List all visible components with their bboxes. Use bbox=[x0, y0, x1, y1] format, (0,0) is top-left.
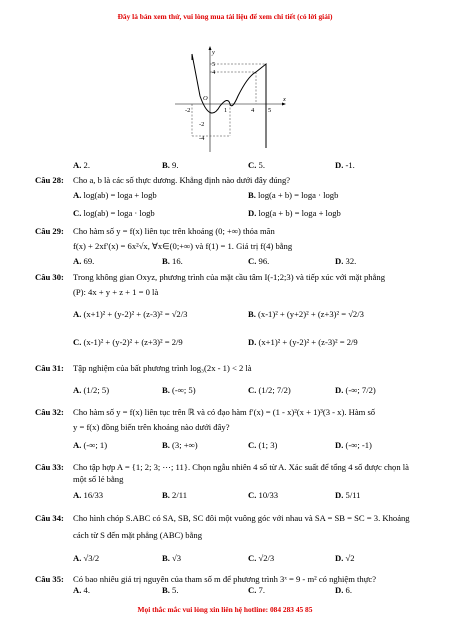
q27-choice-d[interactable]: D. -1. bbox=[335, 160, 355, 170]
footer-banner: Mọi thắc mắc vui lòng xin liên hệ hotline: 084 283 45 85 bbox=[137, 605, 313, 614]
q34-choice-c[interactable]: C. √2/3 bbox=[248, 553, 275, 563]
y-label-neg2: -2 bbox=[199, 121, 205, 128]
q31-choice-b[interactable]: B. (-∞; 5) bbox=[162, 385, 196, 395]
origin-label: O bbox=[203, 95, 208, 102]
q34-line2: cách từ S đến mặt phẳng (ABC) bằng bbox=[73, 530, 202, 540]
q28-choice-d[interactable]: D. log(a + b) = loga + logb bbox=[248, 208, 341, 218]
q30-choice-d[interactable]: D. (x+1)² + (y-2)² + (z-3)² = 2/9 bbox=[248, 337, 358, 347]
q29-choice-b[interactable]: B. 16. bbox=[162, 256, 183, 266]
q29-choice-a[interactable]: A. 69. bbox=[73, 256, 95, 266]
y-label-5: 5 bbox=[212, 61, 216, 68]
q28-number: Câu 28: bbox=[35, 175, 64, 185]
q32-line2: y = f(x) đồng biến trên khoảng nào dưới đây? bbox=[73, 422, 230, 432]
q35-choice-a[interactable]: A. 4. bbox=[73, 585, 90, 595]
q33-line2: một số lẻ bằng bbox=[73, 474, 124, 484]
q29-line1: Cho hàm số y = f(x) liên tục trên khoảng (0; +∞) thỏa mãn bbox=[73, 226, 275, 236]
q32-number: Câu 32: bbox=[35, 407, 64, 417]
y-label-neg4: -4 bbox=[199, 135, 205, 142]
x-axis-label: x bbox=[283, 96, 286, 103]
q29-number: Câu 29: bbox=[35, 226, 64, 236]
q32-choice-a[interactable]: A. (-∞; 1) bbox=[73, 440, 108, 450]
q28-text: Cho a, b là các số thực dương. Khẳng định nào dưới đây đúng? bbox=[73, 175, 291, 185]
q33-choice-a[interactable]: A. 16/33 bbox=[73, 490, 104, 500]
y-label-4: 4 bbox=[212, 69, 216, 76]
q35-choice-c[interactable]: C. 7. bbox=[248, 585, 265, 595]
q34-choice-d[interactable]: D. √2 bbox=[335, 553, 355, 563]
q33-choice-b[interactable]: B. 2/11 bbox=[162, 490, 187, 500]
q35-choice-d[interactable]: D. 6. bbox=[335, 585, 352, 595]
q32-line1: Cho hàm số y = f(x) liên tục trên ℝ và có đạo hàm f′(x) = (1 - x)²(x + 1)³(3 - x). Hàm số bbox=[73, 407, 376, 417]
q32-choice-b[interactable]: B. (3; +∞) bbox=[162, 440, 198, 450]
q29-line2: f(x) + 2xf′(x) = 6x²√x, ∀x∈(0;+∞) và f(1) = 1. Giá trị f(4) bằng bbox=[73, 241, 293, 251]
q28-choice-c[interactable]: C. log(ab) = loga · logb bbox=[73, 208, 155, 218]
q28-choice-a[interactable]: A. log(ab) = loga + logb bbox=[73, 190, 157, 200]
q31-number: Câu 31: bbox=[35, 363, 64, 373]
q31-choice-a[interactable]: A. (1/2; 5) bbox=[73, 385, 110, 395]
q31-choice-c[interactable]: C. (1/2; 7/2) bbox=[248, 385, 291, 395]
q29-choice-d[interactable]: D. 32. bbox=[335, 256, 357, 266]
q34-line1: Cho hình chóp S.ABC có SA, SB, SC đôi một vuông góc với nhau và SA = SB = SC = 3. Khoảng bbox=[73, 513, 410, 523]
header-banner: Đây là bản xem thử, vui lòng mua tài liệu để xem chi tiết (có lời giải) bbox=[117, 12, 333, 21]
q33-choice-c[interactable]: C. 10/33 bbox=[248, 490, 279, 500]
q33-choice-d[interactable]: D. 5/11 bbox=[335, 490, 361, 500]
q34-choice-a[interactable]: A. √3/2 bbox=[73, 553, 100, 563]
q30-line2: (P): 4x + y + z + 1 = 0 là bbox=[73, 287, 159, 297]
q31-choice-d[interactable]: D. (-∞; 7/2) bbox=[335, 385, 376, 395]
q27-choice-c[interactable]: C. 5. bbox=[248, 160, 265, 170]
q35-text: Có bao nhiêu giá trị nguyên của tham số m để phương trình 3ˣ = 9 - m² có nghiệm thực? bbox=[73, 574, 377, 584]
q32-choice-d[interactable]: D. (-∞; -1) bbox=[335, 440, 372, 450]
q29-choice-c[interactable]: C. 96. bbox=[248, 256, 270, 266]
q35-choice-b[interactable]: B. 5. bbox=[162, 585, 179, 595]
q35-number: Câu 35: bbox=[35, 574, 64, 584]
q32-choice-c[interactable]: C. (1; 3) bbox=[248, 440, 278, 450]
x-label-4: 4 bbox=[251, 107, 255, 114]
q31-text: Tập nghiệm của bất phương trình log₃(2x - 1) < 2 là bbox=[73, 363, 252, 373]
x-label-neg2: -2 bbox=[185, 107, 191, 114]
q30-choice-b[interactable]: B. (x-1)² + (y+2)² + (z+3)² = √2/3 bbox=[248, 309, 364, 319]
y-axis-label: y bbox=[212, 49, 215, 56]
q30-line1: Trong không gian Oxyz, phương trình của mặt cầu tâm I(-1;2;3) và tiếp xúc với mặt phẳng bbox=[73, 272, 385, 282]
q27-choice-b[interactable]: B. 9. bbox=[162, 160, 179, 170]
q30-choice-c[interactable]: C. (x-1)² + (y-2)² + (z+3)² = 2/9 bbox=[73, 337, 183, 347]
q33-line1: Cho tập hợp A = {1; 2; 3; ⋯; 11}. Chọn ngẫu nhiên 4 số từ A. Xác suất để tổng 4 số được chọn là bbox=[73, 462, 409, 472]
q30-choice-a[interactable]: A. (x+1)² + (y-2)² + (z-3)² = √2/3 bbox=[73, 309, 188, 319]
q33-number: Câu 33: bbox=[35, 462, 64, 472]
q34-number: Câu 34: bbox=[35, 513, 64, 523]
q30-number: Câu 30: bbox=[35, 272, 64, 282]
q28-choice-b[interactable]: B. log(a + b) = loga · logb bbox=[248, 190, 339, 200]
x-label-1: 1 bbox=[224, 107, 228, 114]
q34-choice-b[interactable]: B. √3 bbox=[162, 553, 182, 563]
function-graph bbox=[170, 46, 290, 156]
x-label-5: 5 bbox=[268, 107, 272, 114]
q27-choice-a[interactable]: A. 2. bbox=[73, 160, 90, 170]
